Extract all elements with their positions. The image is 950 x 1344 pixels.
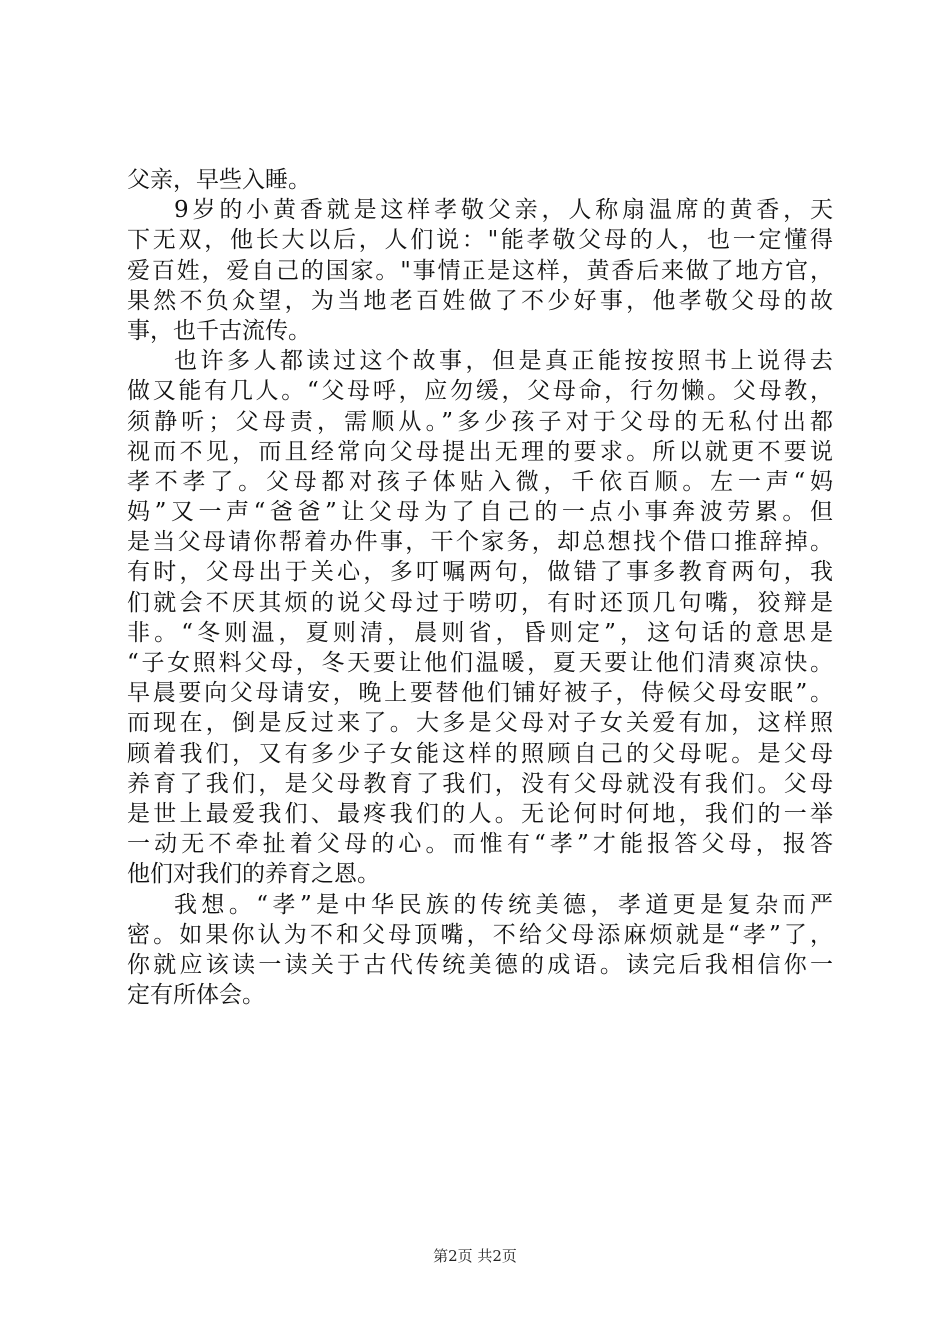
text-line: 们就会不厌其烦的说父母过于唠叨，有时还顶几句嘴，狡辩是 [127, 589, 833, 616]
text-line: 爱百姓，爱自己的国家。"事情正是这样，黄香后来做了地方官， [127, 257, 833, 284]
text-line: 须静听；父母责，需顺从。”多少孩子对于父母的无私付出都 [127, 408, 833, 435]
text-line: 定有所体会。 [127, 982, 265, 1009]
text-line: 非。“冬则温，夏则清，晨则省，昏则定”，这句话的意思是 [127, 619, 833, 646]
text-line: 他们对我们的养育之恩。 [127, 861, 380, 888]
text-line: 是世上最爱我们、最疼我们的人。无论何时何地，我们的一举 [127, 800, 833, 827]
text-line: 我想。“孝”是中华民族的传统美德，孝道更是复杂而严 [174, 891, 833, 918]
text-line: 果然不负众望，为当地老百姓做了不少好事，他孝敬父母的故 [127, 287, 833, 314]
text-line: “子女照料父母，冬天要让他们温暖，夏天要让他们清爽凉快。 [127, 650, 833, 676]
text-line: 孝不孝了。父母都对孩子体贴入微，千依百顺。左一声“妈 [127, 468, 833, 495]
text-line: 视而不见，而且经常向父母提出无理的要求。所以就更不要说 [127, 438, 833, 465]
text-line: 顾着我们，又有多少子女能这样的照顾自己的父母呢。是父母 [127, 740, 833, 767]
page-footer: 第2页 共2页 [433, 1247, 517, 1265]
text-line: 9岁的小黄香就是这样孝敬父亲，人称扇温席的黄香，天 [174, 197, 833, 224]
text-line: 早晨要向父母请安，晚上要替他们铺好被子，侍候父母安眠”。 [127, 680, 833, 707]
text-line: 有时，父母出于关心，多叮嘱两句，做错了事多教育两句，我 [127, 559, 833, 586]
text-line: 是当父母请你帮着办件事，干个家务，却总想找个借口推辞掉。 [127, 529, 833, 556]
text-line: 父亲，早些入睡。 [127, 167, 311, 193]
text-line: 养育了我们，是父母教育了我们，没有父母就没有我们。父母 [127, 770, 833, 797]
text-line: 下无双，他长大以后，人们说："能孝敬父母的人，也一定懂得 [127, 227, 833, 254]
text-line: 你就应该读一读关于古代传统美德的成语。读完后我相信你一 [127, 951, 833, 978]
text-line: 密。如果你认为不和父母顶嘴，不给父母添麻烦就是“孝”了， [127, 921, 833, 948]
text-line: 而现在，倒是反过来了。大多是父母对子女关爱有加，这样照 [127, 710, 833, 737]
text-line: 一动无不牵扯着父母的心。而惟有“孝”才能报答父母，报答 [127, 831, 833, 858]
text-line: 做又能有几人。“父母呼，应勿缓，父母命，行勿懒。父母教， [127, 378, 833, 405]
body-text [127, 165, 833, 1010]
text-line: 也许多人都读过这个故事，但是真正能按按照书上说得去 [174, 348, 833, 375]
text-line: 妈”又一声“爸爸”让父母为了自己的一点小事奔波劳累。但 [127, 499, 833, 526]
text-line: 事，也千古流传。 [127, 317, 311, 344]
